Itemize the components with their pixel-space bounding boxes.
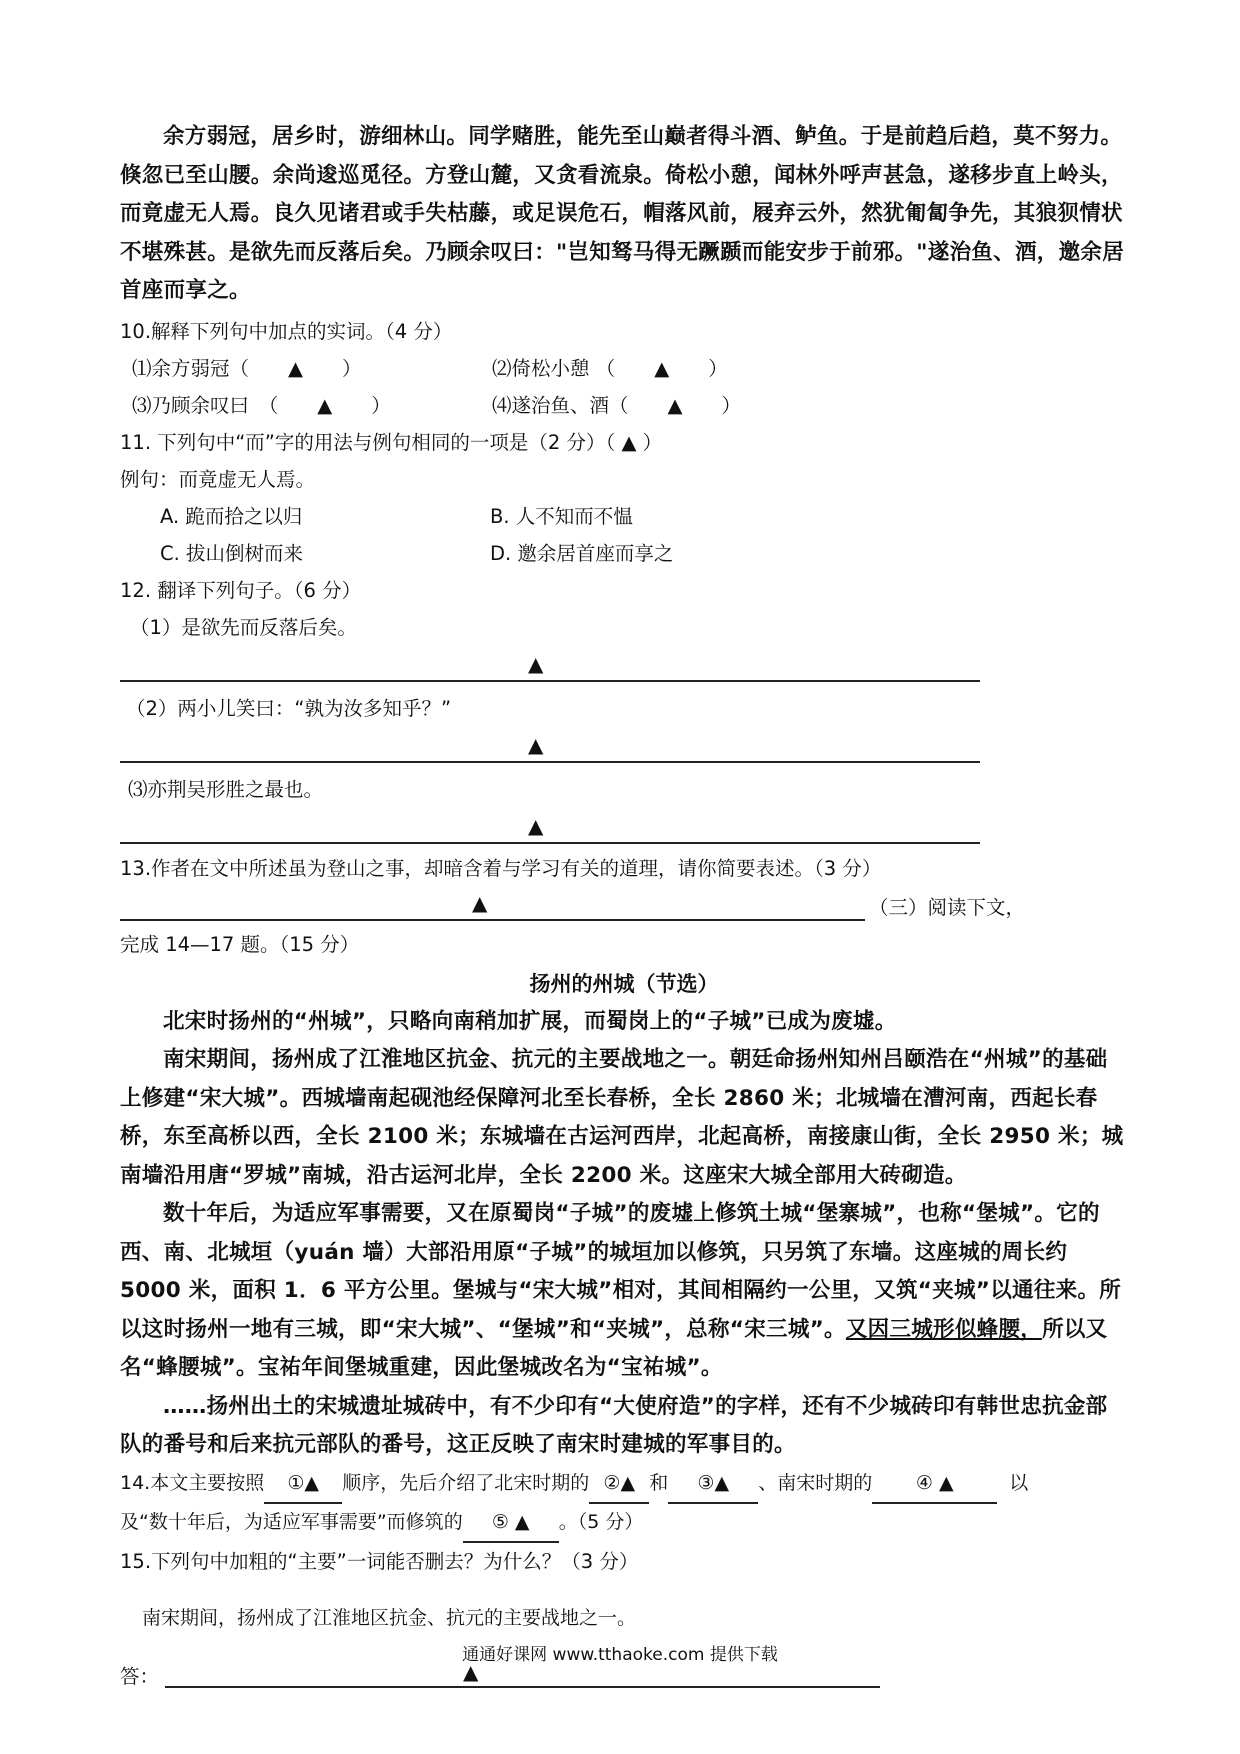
- section-3-instruction: 完成 14—17 题。（15 分）: [120, 932, 360, 956]
- q15-sentence: 南宋期间，扬州成了江淮地区抗金、抗元的主要战地之一。: [142, 1606, 637, 1629]
- q14-text: 顺序，先后介绍了北宋时期的: [342, 1471, 590, 1494]
- q14-text: 及“数十年后，为适应军事需要”而修筑的: [120, 1510, 463, 1533]
- p3-text-b: 所以又名“蜂腰城”。宝祐年间堡城重建，因此堡城改名为“宝祐城”。: [120, 1316, 1108, 1380]
- question-11-example: 例句：而竟虚无人焉。: [120, 467, 316, 491]
- q14-text: 和: [649, 1471, 669, 1494]
- q12-sentence-3: ⑶亦荆吴形胜之最也。: [128, 777, 324, 801]
- question-10-row-1: [120, 350, 1128, 387]
- exam-page: [120, 118, 1128, 1695]
- triangle-marker: ▲: [528, 732, 544, 757]
- question-11-options-row-2: [120, 535, 1128, 572]
- q14-text: 。（5 分）: [558, 1510, 644, 1533]
- article-paragraph-1: 北宋时扬州的“州城”，只略向南稍加扩展，而蜀岗上的“子城”已成为废墟。: [163, 1008, 897, 1034]
- question-15-stem: 15.下列句中加粗的“主要”一词能否删去？为什么？（3 分）: [120, 1549, 639, 1573]
- q13-answer-line[interactable]: [120, 887, 865, 921]
- question-11-stem: 11. 下列句中“而”字的用法与例句相同的一项是（2 分）（ ▲ ）: [120, 430, 663, 454]
- question-10-stem: 10.解释下列句中加点的实词。（4 分）: [120, 319, 453, 343]
- q14-text: 、南宋时期的: [758, 1471, 873, 1494]
- question-13-answer-row: [120, 887, 1128, 926]
- article-title: 扬州的州城（节选）: [529, 971, 719, 996]
- classical-passage: 余方弱冠，居乡时，游细林山。同学赌胜，能先至山巅者得斗酒、鲈鱼。于是前趋后趋，莫不努力。倏忽已至山腰。余尚逡巡觅径。方登山麓，又贪看流泉。倚松小憩，闻林外呼声甚急，遂移步直上岭头，而竟虚无人焉。良久见诸君或手失枯藤，或足误危石，帽落风前，屐弃云外，然犹匍匐争先，其狼狈情状不堪殊甚。是欲先而反落后矣。乃顾余叹曰："岂知驽马得无蹶踬而能安步于前邪。"遂治鱼、酒，邀余居首座而享之。: [120, 124, 1125, 303]
- q11-option-d: D. 邀余居首座而享之: [490, 541, 674, 565]
- article-paragraph-4: ……扬州出土的宋城遗址城砖中，有不少印有“大使府造”的字样，还有不少城砖印有韩世忠抗金部队的番号和后来抗元部队的番号，这正反映了南宋时建城的军事目的。: [120, 1393, 1108, 1457]
- q10-item-2: ⑵倚松小憩 （ ▲ ）: [492, 356, 728, 380]
- question-10-row-2: [120, 387, 1128, 424]
- q10-item-1: ⑴余方弱冠（ ▲ ）: [132, 356, 362, 380]
- q12-sentence-1: （1）是欲先而反落后矣。: [130, 615, 357, 639]
- q14-blank-2[interactable]: ②▲: [589, 1465, 649, 1504]
- question-13-stem: 13.作者在文中所述虽为登山之事，却暗含着与学习有关的道理，请你简要表述。（3 分）: [120, 856, 882, 880]
- q14-text: 14.本文主要按照: [120, 1471, 265, 1494]
- question-14-line-1: [120, 1465, 1128, 1504]
- q12-answer-line-3[interactable]: [120, 808, 980, 844]
- article-paragraph-2: 南宋期间，扬州成了江淮地区抗金、抗元的主要战地之一。朝廷命扬州知州吕颐浩在“州城”的基础上修建“宋大城”。西城墙南起砚池经保障河北至长春桥，全长 2860 米；北城墙在漕河南，西起长春桥，东至高桥以西，全长 2100 米；东城墙在古运河西岸，北起高桥，南接康山街，全长 2950 米；城南墙沿用唐“罗城”南城，沿古运河北岸，全长 2200 米。这座宋大城全部用大砖砌造。: [120, 1047, 1124, 1188]
- q10-item-4: ⑷遂治鱼、酒（ ▲ ）: [492, 393, 741, 417]
- question-11-options-row-1: [120, 498, 1128, 535]
- q12-answer-line-1[interactable]: [120, 646, 980, 682]
- footer-source: 通通好课网 www.tthaoke.com 提供下载: [462, 1645, 778, 1665]
- q14-blank-3[interactable]: ③▲: [668, 1465, 758, 1504]
- q14-blank-4[interactable]: ④ ▲: [872, 1465, 997, 1504]
- q10-item-3: ⑶乃顾余叹曰 （ ▲ ）: [132, 393, 391, 417]
- q14-text: 以: [1009, 1471, 1029, 1494]
- q12-answer-line-2[interactable]: [120, 727, 980, 763]
- article-paragraph-3: [120, 1195, 1128, 1388]
- q11-option-a: A. 跪而拾之以归: [160, 504, 303, 528]
- triangle-marker: ▲: [472, 890, 488, 915]
- q11-option-b: B. 人不知而不愠: [490, 504, 633, 528]
- triangle-marker: ▲: [463, 1659, 479, 1684]
- q11-option-c: C. 拔山倒树而来: [160, 541, 304, 565]
- q14-blank-5[interactable]: ⑤ ▲: [463, 1504, 559, 1543]
- question-12-stem: 12. 翻译下列句子。（6 分）: [120, 578, 362, 602]
- section-3-heading: （三）阅读下文，: [869, 895, 1026, 919]
- p3-underlined-phrase: 又因三城形似蜂腰，: [845, 1316, 1043, 1342]
- triangle-marker: ▲: [528, 651, 544, 676]
- q14-blank-1[interactable]: ①▲: [264, 1465, 342, 1504]
- question-14-line-2: [120, 1504, 1128, 1543]
- triangle-marker: ▲: [528, 813, 544, 838]
- q12-sentence-2: （2）两小儿笑曰：“孰为汝多知乎？”: [126, 696, 452, 720]
- p3-text-a: 数十年后，为适应军事需要，又在原蜀岗“子城”的废墟上修筑土城“堡寨城”，也称“堡城”。它的西、南、北城垣（yuán 墙）大部沿用原“子城”的城垣加以修筑，只另筑了东墙。这座城的周长约 5000 米，面积 1．6 平方公里。堡城与“宋大城”相对，其间相隔约一公里，又筑“夹城”以通往来。所以这时扬州一地有三城，即“宋大城”、“堡城”和“夹城”，总称“宋三城”。: [120, 1201, 1122, 1342]
- answer-label: 答：: [120, 1664, 160, 1688]
